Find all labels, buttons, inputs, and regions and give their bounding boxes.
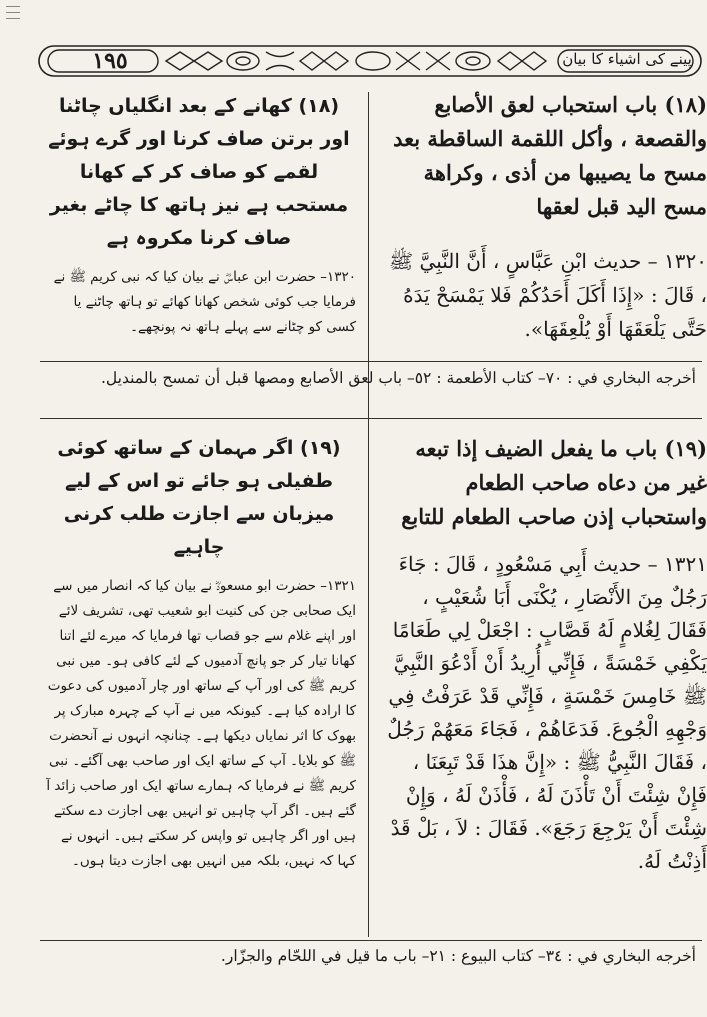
column-divider (368, 92, 369, 937)
section19-urdu-column (42, 432, 356, 874)
page-header (38, 38, 702, 84)
section18-arabic-column (381, 88, 707, 346)
section18-urdu-column (42, 90, 356, 340)
corner-lines-decoration (6, 6, 20, 28)
section18-reference: أخرجه البخاري في : ٧٠– كتاب الأطعمة : ٥٢– باب لعق الأصابع ومصها قبل أن تمسح بالمنديل. (100, 369, 696, 387)
section19-reference: أخرجه البخاري في : ٣٤– كتاب البيوع : ٢١– باب ما قيل في اللحّام والجزّار. (220, 947, 696, 965)
hadith-1320-urdu: ١٣٢٠– حضرت ابن عباسؓ نے بیان کیا کہ نبی کریم ﷺ نے فرمایا جب کوئی شخص کھانا کھائے تو ہاتھ چاٹنے یا کسی کو چٹانے سے پہلے ہاتھ نہ پونچھے۔ (53, 269, 356, 335)
section19-top-rule (40, 418, 702, 419)
hadith-1320-arabic: ١٣٢٠ – حديث ابْنِ عَبَّاسٍ ، أَنَّ النَّبِيَّ ﷺ ، قَالَ : «إِذَا أَكَلَ أَحَدُكُمْ فَلا يَمْسَحْ يَدَهُ حَتَّى يَلْعَقَهَا أَوْ يُلْعِقَهَا». (389, 249, 707, 341)
section18-reference-rule (40, 361, 702, 362)
section19-reference-rule (40, 940, 702, 941)
hadith-1321-urdu: ١٣٢١– حضرت ابو مسعودؓ نے بیان کیا کہ انصار میں سے ایک صحابی جن کی کنیت ابو شعیب تھی، تشریف لائے اور اپنے غلام سے جو قصاب تھا فرمایا کہ میرے لئے اتنا کھانا تیار کر جو پانچ آدمیوں کے لئے کافی ہو۔ میں نبی کریم ﷺ کی اور آپ کے ساتھ اور چار آدمیوں کی دعوت کا ارادہ کیا ہے۔ کیونکہ میں نے آپ کے چہرہ مبارک پر بھوک کا اثر نمایاں دیکھا ہے۔ چنانچہ انہوں نے آنحضرت ﷺ کو بلایا۔ آپ کے ساتھ ایک اور صاحب بھی آگئے۔ نبی کریم ﷺ نے فرمایا کہ ہمارے ساتھ ایک اور صاحب زائد آ گئے ہیں۔ اگر آپ چاہیں تو انہیں بھی اجازت دے سکتے ہیں اور اگر چاہیں تو واپس کر سکتے ہیں۔ انہوں نے کہا کہ نہیں، بلکہ میں انہیں بھی اجازت دیتا ہوں۔ (46, 578, 356, 869)
section19-urdu-heading: (١٩) اگر مہمان کے ساتھ کوئی طفیلی ہو جائے تو اس کے لیے میزبان سے اجازت طلب کرنی چاہیے (57, 437, 341, 558)
section18-urdu-heading: (١٨) کھانے کے بعد انگلیاں چاٹنا اور برتن صاف کرنا اور گرے ہوئے لقمے کو صاف کر کے کھانا مستحب ہے نیز ہاتھ کا چاٹے بغیر صاف کرنا مکروہ ہے (48, 95, 350, 249)
hadith-1321-arabic: ١٣٢١ – حديث أَبِي مَسْعُودٍ ، قَالَ : جَاءَ رَجُلٌ مِنَ الأَنْصَارِ ، يُكْنَى أَبَا شُعَيْبٍ ، فَقَالَ لِغُلامٍ لَهُ قَصَّابٍ : اجْعَلْ لِي طَعَامًا يَكْفِي خَمْسَةً ، فَإِنِّي أُرِيدُ أَنْ أَدْعُوَ النَّبِيَّ ﷺ خَامِسَ خَمْسَةٍ ، فَإِنِّي قَدْ عَرَفْتُ فِي وَجْهِهِ الْجُوعَ. فَدَعَاهُمْ ، فَجَاءَ مَعَهُمْ رَجُلٌ ، فَقَالَ النَّبِيُّ ﷺ : «إِنَّ هذَا قَدْ تَبِعَنَا ، فَإِنْ شِئْتَ أَنْ تَأْذَنَ لَهُ ، فَأْذَنْ لَهُ ، وَإِنْ شِئْتَ أَنْ يَرْجِعَ رَجَعَ». فَقَالَ : لاَ ، بَلْ قَدْ أَذِنْتُ لَهُ. (387, 552, 707, 873)
section18-arabic-heading: (١٨) باب استحباب لعق الأصابع والقصعة ، وأكل اللقمة الساقطة بعد مسح ما يصيبها من أذى ، وكراهة مسح اليد قبل لعقها (393, 92, 707, 219)
page-number: ١٩٥ (92, 48, 128, 74)
section19-arabic-heading: (١٩) باب ما يفعل الضيف إذا تبعه غير من دعاه صاحب الطعام واستحباب إذن صاحب الطعام للتابع (401, 436, 707, 529)
section19-arabic-column (381, 432, 707, 878)
running-title: پینے کی اشیاء کا بیان (562, 50, 692, 68)
